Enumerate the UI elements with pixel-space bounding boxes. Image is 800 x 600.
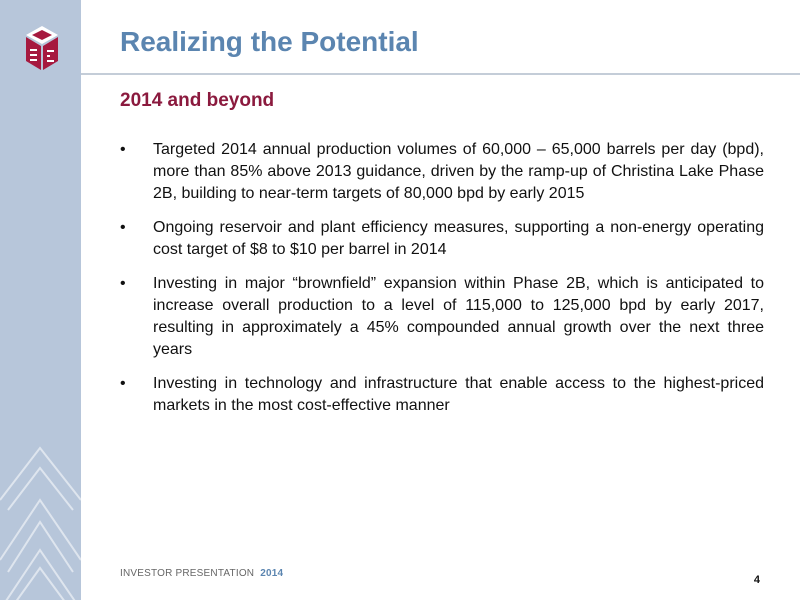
- meg-logo-icon: [24, 24, 60, 74]
- bullet-item: [118, 373, 764, 417]
- bullet-text: Investing in major “brownfield” expansion within Phase 2B, which is anticipated to increase overall production to a level of 115,000 to 125,000 bpd by early 2017, resulting in approximately a 45% compounded annual growth over the next three years: [153, 275, 764, 358]
- bullet-text: Ongoing reservoir and plant efficiency measures, supporting a non-energy operating cost target of $8 to $10 per barrel in 2014: [153, 219, 764, 258]
- bullet-marker: •: [120, 219, 126, 236]
- bullet-list: [118, 139, 764, 429]
- page-number: 4: [753, 574, 760, 586]
- page-title: Realizing the Potential: [120, 26, 419, 57]
- footer-year: 2014: [260, 568, 284, 579]
- bullet-marker: •: [120, 275, 126, 292]
- title-divider: [81, 73, 800, 75]
- bullet-marker: •: [120, 375, 126, 392]
- bullet-marker: •: [120, 141, 126, 158]
- footer-label: [120, 568, 283, 579]
- sidebar: [0, 0, 81, 600]
- section-subtitle: 2014 and beyond: [120, 90, 275, 111]
- bullet-text: Targeted 2014 annual production volumes of 60,000 – 65,000 barrels per day (bpd), more than 85% above 2013 guidance, driven by the ramp-up of Christina Lake Phase 2B, building to near-term targets of 80,000 bpd by early 2015: [153, 141, 764, 202]
- chevron-pattern-icon: [0, 440, 81, 600]
- bullet-item: [118, 273, 764, 361]
- bullet-item: [118, 217, 764, 261]
- footer-title: INVESTOR PRESENTATION: [120, 568, 255, 579]
- bullet-text: Investing in technology and infrastructure that enable access to the highest-priced markets in the most cost-effective manner: [153, 375, 764, 414]
- bullet-item: [118, 139, 764, 205]
